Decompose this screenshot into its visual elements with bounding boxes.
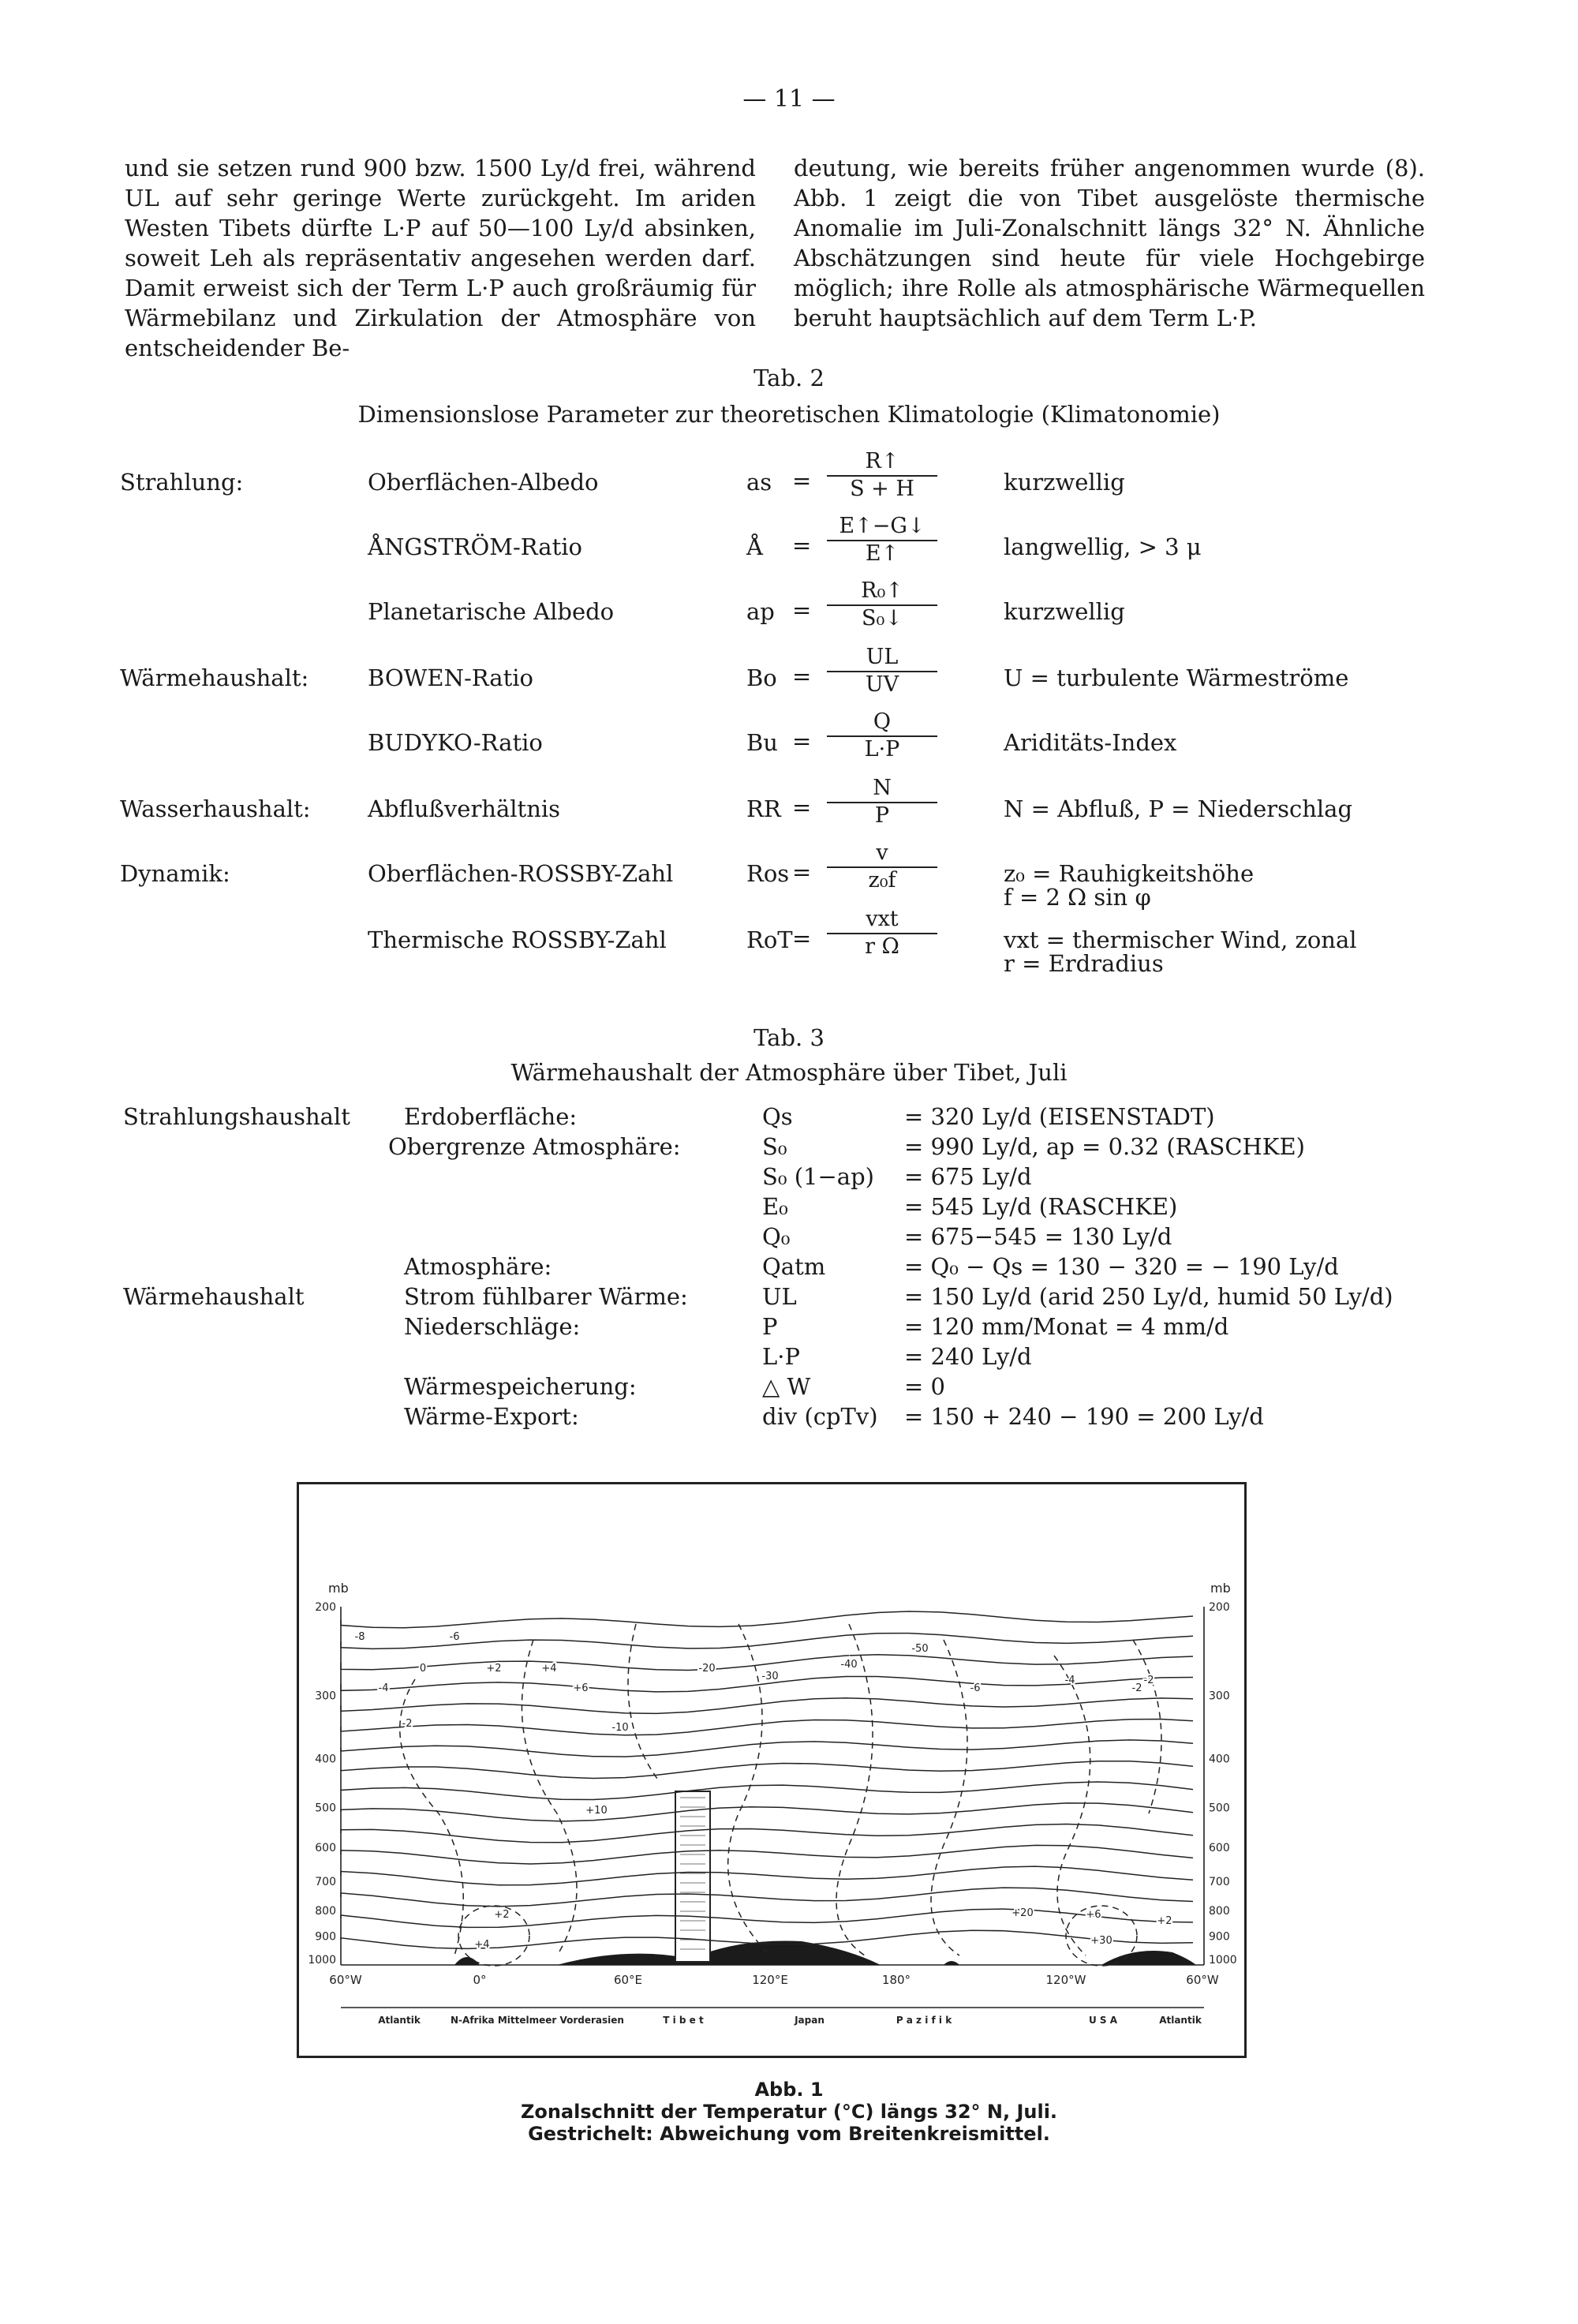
table3-value: = 150 Ly/d (arid 250 Ly/d, humid 50 Ly/d)	[904, 1283, 1393, 1310]
table3-value: = 675 Ly/d	[904, 1163, 1032, 1190]
table3-value: = 0	[904, 1373, 945, 1400]
pressure-tick-label-right: 1000	[1209, 1954, 1237, 1967]
table2-note-2: f = 2 Ω sin φ	[1004, 884, 1151, 911]
contour-label: -4	[1064, 1675, 1075, 1686]
body-left-text: und sie setzen rund 900 bzw. 1500 Ly/d frei, während UL auf sehr geringe Werte zurückgeht. Im ariden Westen Tibets dürfte L·P auf 50—100 Ly/d absinken, soweit Leh als repräsentativ angesehen werden darf. Damit erweist sich der Term L·P auch großräumig für Wärmebilanz und Zirkulation der Atmosphäre von entscheidender Be-	[125, 155, 756, 361]
equals-sign: =	[792, 794, 812, 821]
pressure-tick-label-right: 200	[1209, 1601, 1230, 1614]
isotherm-line	[341, 1611, 1193, 1628]
table3-symbol: UL	[762, 1283, 797, 1310]
table3-value: = 150 + 240 − 190 = 200 Ly/d	[904, 1403, 1264, 1430]
region-label: T i b e t	[663, 2015, 704, 2026]
numerator: R↑	[827, 450, 937, 477]
pressure-tick-label-right: 400	[1209, 1753, 1230, 1766]
region-label: Japan	[795, 2015, 825, 2026]
table3-symbol: S₀	[762, 1133, 787, 1160]
table3-label-cell: Erdoberfläche:	[404, 1103, 578, 1130]
denominator: L·P	[864, 737, 900, 762]
table2-symbol: as	[746, 469, 772, 496]
pressure-tick-label-left: 700	[315, 1875, 336, 1888]
contour-label: -10	[611, 1722, 629, 1734]
pressure-tick-label-right: 600	[1209, 1842, 1230, 1855]
terrain-silhouette	[454, 1940, 1196, 1965]
table3-group: Strahlungshaushalt	[123, 1103, 350, 1130]
table2-symbol: RoT	[746, 926, 793, 953]
table2-fraction	[827, 841, 937, 893]
table3-value: = 675−545 = 130 Ly/d	[904, 1223, 1172, 1250]
contour-label: 0	[419, 1663, 427, 1675]
equals-sign: =	[792, 859, 812, 885]
body-right-text: deutung, wie bereits früher angenommen wurde (8). Abb. 1 zeigt die von Tibet ausgelöste thermische Anomalie im Juli-Zonalschnitt längs 32° N. Ähnliche Abschätzungen sind heute für viele Hochgebirge möglich; ihre Rolle als atmosphärische Wärmequellen beruht hauptsächlich auf dem Term L·P.	[794, 155, 1425, 331]
numerator: UL	[827, 646, 937, 672]
longitude-tick-label: 120°W	[1045, 1973, 1086, 1987]
table2-category: Strahlung:	[120, 469, 244, 496]
figure-caption-line2: Gestrichelt: Abweichung vom Breitenkreismittel.	[528, 2123, 1050, 2145]
table3-label-cell: Atmosphäre:	[404, 1253, 552, 1280]
table2-note: langwellig, > 3 μ	[1004, 533, 1202, 560]
table2-fraction	[827, 710, 937, 762]
contour-label: +2	[494, 1909, 510, 1921]
table2-symbol: Bu	[746, 729, 778, 756]
table2-param-name: Thermische ROSSBY-Zahl	[368, 926, 667, 953]
region-label: U S A	[1088, 2015, 1118, 2026]
pressure-tick-label-left: 900	[315, 1930, 336, 1944]
equals-sign: =	[792, 532, 812, 559]
table3-symbol: div (cpTv)	[762, 1403, 878, 1430]
isotherm-line	[341, 1909, 1193, 1927]
isotherm-line	[341, 1698, 1193, 1714]
isotherm-line	[341, 1740, 1193, 1757]
table2-category: Dynamik:	[120, 860, 230, 887]
table2-param-name: ÅNGSTRÖM-Ratio	[368, 533, 582, 560]
table2-category: Wärmehaushalt:	[120, 664, 309, 691]
table3-symbol: Qatm	[762, 1253, 826, 1280]
region-label: P a z i f i k	[896, 2015, 952, 2026]
numerator: E↑−G↓	[827, 515, 937, 541]
pressure-tick-label-right: 800	[1209, 1905, 1230, 1918]
table2-note: Ariditäts-Index	[1004, 729, 1177, 756]
contour-label: +30	[1090, 1935, 1112, 1947]
equals-sign: =	[792, 925, 812, 952]
table3-value: = 990 Ly/d, ap = 0.32 (RASCHKE)	[904, 1133, 1305, 1160]
isotherm-line	[341, 1634, 1193, 1649]
isotherm-line	[341, 1655, 1193, 1671]
anomaly-contour	[1133, 1640, 1161, 1813]
table3-symbol: E₀	[762, 1193, 788, 1220]
table3-symbol: Q₀	[762, 1223, 791, 1250]
table3-label: Tab. 3	[753, 1024, 825, 1051]
table3-value: = 320 Ly/d (EISENSTADT)	[904, 1103, 1215, 1130]
contour-label: +4	[541, 1663, 557, 1675]
table3-label-cell: Niederschläge:	[404, 1313, 581, 1340]
table3-label-cell: Strom fühlbarer Wärme:	[404, 1283, 688, 1310]
body-right-column	[794, 153, 1425, 333]
zonal-section-figure	[297, 1482, 1247, 2058]
pressure-tick-label-right: 300	[1209, 1690, 1230, 1703]
denominator: r Ω	[865, 934, 899, 959]
page-number: — 11 —	[742, 85, 836, 113]
numerator: Q	[827, 710, 937, 737]
denominator: UV	[865, 672, 899, 697]
pressure-tick-label-right: 900	[1209, 1930, 1230, 1944]
region-label: Atlantik	[378, 2015, 421, 2026]
contour-label: +2	[1157, 1915, 1172, 1927]
contour-label: +10	[585, 1805, 608, 1817]
denominator: E↑	[865, 541, 899, 566]
longitude-tick-label: 60°W	[329, 1973, 362, 1987]
contour-label: -30	[761, 1671, 779, 1682]
table3-label-cell: Obergrenze Atmosphäre:	[388, 1133, 681, 1160]
denominator: S + H	[850, 477, 914, 501]
anomaly-contour	[628, 1624, 660, 1782]
longitude-tick-label: 120°E	[752, 1973, 788, 1987]
table3-value: = 240 Ly/d	[904, 1343, 1032, 1370]
isotherm-line	[341, 1824, 1193, 1843]
contour-label: +6	[1086, 1909, 1101, 1921]
table2-note: vxt = thermischer Wind, zonal	[1004, 926, 1357, 953]
table2-fraction	[827, 908, 937, 960]
table2-note: z₀ = Rauhigkeitshöhe	[1004, 860, 1255, 887]
table2-param-name: BUDYKO-Ratio	[368, 729, 543, 756]
contour-label: -20	[698, 1663, 716, 1675]
figure-caption-line1: Zonalschnitt der Temperatur (°C) längs 32° N, Juli.	[520, 2101, 1058, 2123]
axis-unit-right: mb	[1210, 1581, 1231, 1596]
table2-param-name: Abflußverhältnis	[368, 795, 561, 822]
table2-fraction	[827, 579, 937, 631]
equals-sign: =	[792, 467, 812, 494]
table2-fraction	[827, 450, 937, 502]
equals-sign: =	[792, 663, 812, 690]
denominator: P	[874, 803, 890, 828]
table2-symbol: ap	[746, 598, 775, 625]
numerator: vxt	[827, 908, 937, 934]
region-label: Atlantik	[1159, 2015, 1202, 2026]
table2-label: Tab. 2	[753, 365, 825, 391]
contour-label: -2	[1143, 1675, 1154, 1686]
table2-param-name: Oberflächen-ROSSBY-Zahl	[368, 860, 674, 887]
table3-title: Wärmehaushalt der Atmosphäre über Tibet, Juli	[510, 1059, 1068, 1086]
contour-label: -8	[354, 1631, 365, 1643]
isotherm-line	[341, 1888, 1193, 1907]
numerator: v	[827, 841, 937, 868]
contour-label: +6	[573, 1682, 589, 1694]
table2-param-name: Planetarische Albedo	[368, 598, 615, 625]
table2-param-name: BOWEN-Ratio	[368, 664, 533, 691]
pressure-tick-label-left: 200	[315, 1601, 336, 1614]
table3-symbol: L·P	[762, 1343, 800, 1370]
table2-note: kurzwellig	[1004, 469, 1125, 496]
table2-symbol: Bo	[746, 664, 777, 691]
figure-caption-title: Abb. 1	[754, 2079, 824, 2101]
body-left-column	[125, 153, 756, 363]
table3-group: Wärmehaushalt	[123, 1283, 305, 1310]
longitude-tick-label: 60°W	[1186, 1973, 1219, 1987]
region-label: N-Afrika Mittelmeer Vorderasien	[451, 2015, 624, 2026]
contour-label: -2	[1131, 1682, 1142, 1694]
pressure-tick-label-left: 300	[315, 1690, 336, 1703]
table2-note: U = turbulente Wärmeströme	[1004, 664, 1349, 691]
contour-label: -6	[970, 1682, 981, 1694]
contour-label: -50	[911, 1643, 929, 1655]
table3-value: = Q₀ − Qs = 130 − 320 = − 190 Ly/d	[904, 1253, 1339, 1280]
pressure-tick-label-left: 800	[315, 1905, 336, 1918]
isotherm-line	[341, 1803, 1193, 1821]
table3-label-cell: Wärmespeicherung:	[404, 1373, 637, 1400]
table2-symbol: Å	[746, 533, 763, 560]
contour-label: -2	[402, 1718, 413, 1730]
contour-label: -6	[449, 1631, 460, 1643]
numerator: R₀↑	[827, 579, 937, 606]
pressure-tick-label-left: 600	[315, 1842, 336, 1855]
table2-note-2: r = Erdradius	[1004, 950, 1164, 977]
contour-label: +4	[474, 1939, 490, 1951]
anomaly-contour	[1054, 1656, 1090, 1955]
numerator: N	[827, 777, 937, 803]
isotherm-line	[341, 1866, 1193, 1885]
table3-symbol: P	[762, 1313, 778, 1340]
contour-label: -40	[840, 1659, 858, 1671]
table3-symbol: S₀ (1−ap)	[762, 1163, 874, 1190]
table2-symbol: Ros	[746, 860, 790, 887]
isotherm-line	[341, 1782, 1193, 1800]
pressure-tick-label-left: 400	[315, 1753, 336, 1766]
table2-param-name: Oberflächen-Albedo	[368, 469, 599, 496]
pressure-tick-label-right: 500	[1209, 1802, 1230, 1815]
table3-label-cell: Wärme-Export:	[404, 1403, 579, 1430]
longitude-tick-label: 0°	[473, 1973, 487, 1987]
table2-fraction	[827, 515, 937, 567]
table2-note: N = Abfluß, P = Niederschlag	[1004, 795, 1353, 822]
table3-symbol: △ W	[762, 1373, 811, 1400]
table2-category: Wasserhaushalt:	[120, 795, 311, 822]
longitude-tick-label: 180°	[881, 1973, 911, 1987]
table3-symbol: Qs	[762, 1103, 793, 1130]
equals-sign: =	[792, 728, 812, 754]
anomaly-contours	[400, 1624, 1161, 1966]
pressure-tick-label-right: 700	[1209, 1875, 1230, 1888]
table2-fraction	[827, 646, 937, 698]
isotherm-line	[341, 1761, 1193, 1779]
contour-label: +2	[486, 1663, 502, 1675]
table3-value: = 120 mm/Monat = 4 mm/d	[904, 1313, 1229, 1340]
anomaly-contour	[931, 1640, 967, 1955]
table2-symbol: RR	[746, 795, 781, 822]
pressure-tick-label-left: 1000	[308, 1954, 336, 1967]
table3-value: = 545 Ly/d (RASCHKE)	[904, 1193, 1178, 1220]
longitude-tick-label: 60°E	[613, 1973, 643, 1987]
axis-unit-left: mb	[328, 1581, 349, 1596]
table2-note: kurzwellig	[1004, 598, 1125, 625]
table2-fraction	[827, 777, 937, 829]
contour-label: +20	[1011, 1907, 1034, 1919]
denominator: z₀f	[868, 868, 896, 893]
contour-label: -4	[378, 1682, 389, 1694]
isotherm-line	[341, 1720, 1193, 1735]
table2-title: Dimensionslose Parameter zur theoretischen Klimatologie (Klimatonomie)	[357, 401, 1221, 428]
denominator: S₀↓	[862, 606, 903, 631]
pressure-tick-label-left: 500	[315, 1802, 336, 1815]
equals-sign: =	[792, 597, 812, 623]
